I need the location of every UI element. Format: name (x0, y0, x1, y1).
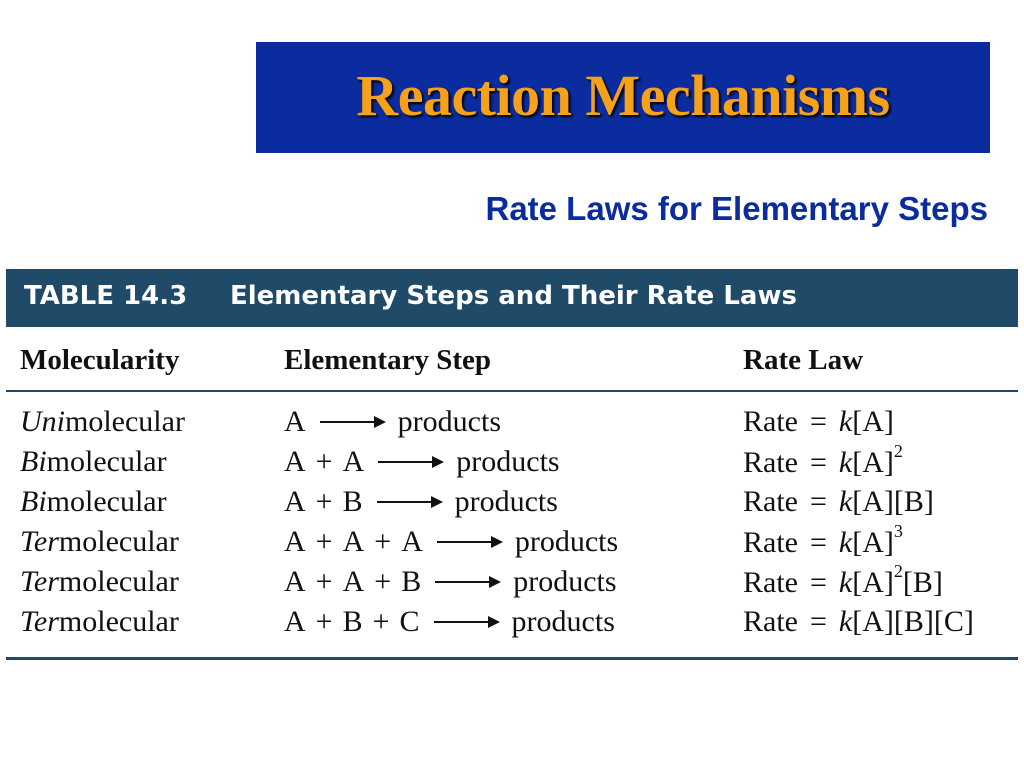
products-label: products (513, 565, 617, 598)
plus-sign: + (315, 525, 333, 558)
products-label: products (456, 445, 560, 478)
concentration-term-tail: [B] (902, 566, 943, 599)
rate-label: Rate (743, 446, 798, 479)
equals-sign: = (809, 526, 827, 559)
concentration-term: [A][B][C] (852, 605, 974, 638)
column-header-molecularity: Molecularity (20, 344, 180, 376)
molecularity-suffix: molecular (46, 485, 167, 518)
rate-law-cell (743, 561, 943, 600)
rate-constant: k (838, 566, 853, 599)
molecularity-prefix: Ter (20, 605, 59, 638)
reactant: A (342, 445, 365, 478)
products-label: products (511, 605, 615, 638)
molecularity-prefix: Uni (20, 405, 65, 438)
plus-sign: + (372, 605, 390, 638)
plus-sign: + (374, 525, 392, 558)
rate-constant: k (838, 405, 853, 438)
concentration-term: [A] (852, 566, 894, 599)
exponent: 2 (893, 561, 903, 581)
molecularity-prefix: Ter (20, 565, 59, 598)
rate-label: Rate (743, 485, 798, 518)
rate-constant: k (838, 605, 853, 638)
plus-sign: + (315, 565, 333, 598)
column-header-rate-law: Rate Law (743, 344, 864, 376)
reaction-arrow-icon (377, 501, 441, 503)
elementary-step-cell (284, 485, 558, 519)
slide-title: Reaction Mechanisms (356, 63, 890, 128)
reaction-arrow-icon (435, 581, 499, 583)
products-label: products (454, 485, 558, 518)
reactant: A (342, 565, 365, 598)
table-row (0, 485, 1024, 525)
reactant: A (401, 525, 423, 558)
rate-constant: k (838, 446, 853, 479)
rate-law-cell (743, 521, 903, 560)
molecularity-cell (20, 485, 167, 519)
table-header-bar (6, 269, 1018, 327)
rate-constant: k (838, 485, 853, 518)
table-row (0, 405, 1024, 445)
title-banner (256, 42, 990, 153)
elementary-step-cell (284, 605, 615, 639)
reactant: A (284, 485, 306, 518)
concentration-term: [A] (852, 526, 894, 559)
plus-sign: + (315, 445, 333, 478)
table-row (0, 605, 1024, 645)
concentration-term: [A] (852, 446, 894, 479)
rate-label: Rate (743, 566, 798, 599)
table-number: TABLE 14.3 (24, 281, 188, 311)
reactant: A (284, 605, 306, 638)
reaction-arrow-icon (320, 421, 384, 423)
reactant: B (401, 565, 422, 598)
reactant: A (284, 565, 306, 598)
plus-sign: + (315, 605, 333, 638)
molecularity-suffix: molecular (58, 565, 179, 598)
equals-sign: = (809, 405, 827, 438)
reaction-arrow-icon (378, 461, 442, 463)
rate-law-cell (743, 441, 903, 480)
concentration-term: [A] (852, 405, 894, 438)
reaction-arrow-icon (434, 621, 498, 623)
concentration-term: [A][B] (852, 485, 934, 518)
molecularity-suffix: molecular (58, 605, 179, 638)
molecularity-cell (20, 605, 179, 639)
molecularity-prefix: Ter (20, 525, 59, 558)
reactant: A (284, 445, 306, 478)
table-caption: Elementary Steps and Their Rate Laws (230, 281, 797, 311)
rate-label: Rate (743, 405, 798, 438)
table-row (0, 521, 1024, 565)
elementary-step-cell (284, 525, 618, 559)
elementary-step-cell (284, 405, 501, 439)
equals-sign: = (809, 566, 827, 599)
exponent: 2 (893, 441, 903, 461)
reactant: A (284, 405, 306, 438)
reactant: B (342, 485, 363, 518)
molecularity-prefix: Bi (20, 485, 47, 518)
molecularity-suffix: molecular (65, 405, 185, 438)
rate-law-cell (743, 605, 974, 639)
table-row (0, 441, 1024, 485)
reactant: C (399, 605, 420, 638)
products-label: products (514, 525, 619, 558)
table-divider-top (6, 390, 1018, 392)
molecularity-suffix: molecular (46, 445, 167, 478)
rate-label: Rate (743, 526, 798, 559)
plus-sign: + (315, 485, 333, 518)
reactant: B (342, 605, 363, 638)
elementary-step-cell (284, 445, 560, 479)
equals-sign: = (809, 485, 827, 518)
molecularity-prefix: Bi (20, 445, 47, 478)
rate-constant: k (838, 526, 853, 559)
column-header-step: Elementary Step (284, 344, 491, 376)
reactant: A (284, 525, 306, 558)
equals-sign: = (809, 446, 827, 479)
molecularity-cell (20, 445, 167, 479)
exponent: 3 (893, 521, 903, 541)
rate-law-cell (743, 405, 894, 439)
rate-law-cell (743, 485, 934, 519)
plus-sign: + (374, 565, 392, 598)
table-divider-bottom (6, 657, 1018, 660)
slide-subtitle: Rate Laws for Elementary Steps (485, 190, 988, 227)
products-label: products (397, 405, 501, 438)
reaction-arrow-icon (437, 541, 501, 543)
molecularity-cell (20, 565, 179, 599)
elementary-step-cell (284, 565, 617, 599)
reactant: A (342, 525, 365, 558)
molecularity-suffix: molecular (58, 525, 179, 558)
equals-sign: = (809, 605, 827, 638)
molecularity-cell (20, 405, 185, 439)
table-row (0, 561, 1024, 605)
rate-label: Rate (743, 605, 798, 638)
molecularity-cell (20, 525, 179, 559)
